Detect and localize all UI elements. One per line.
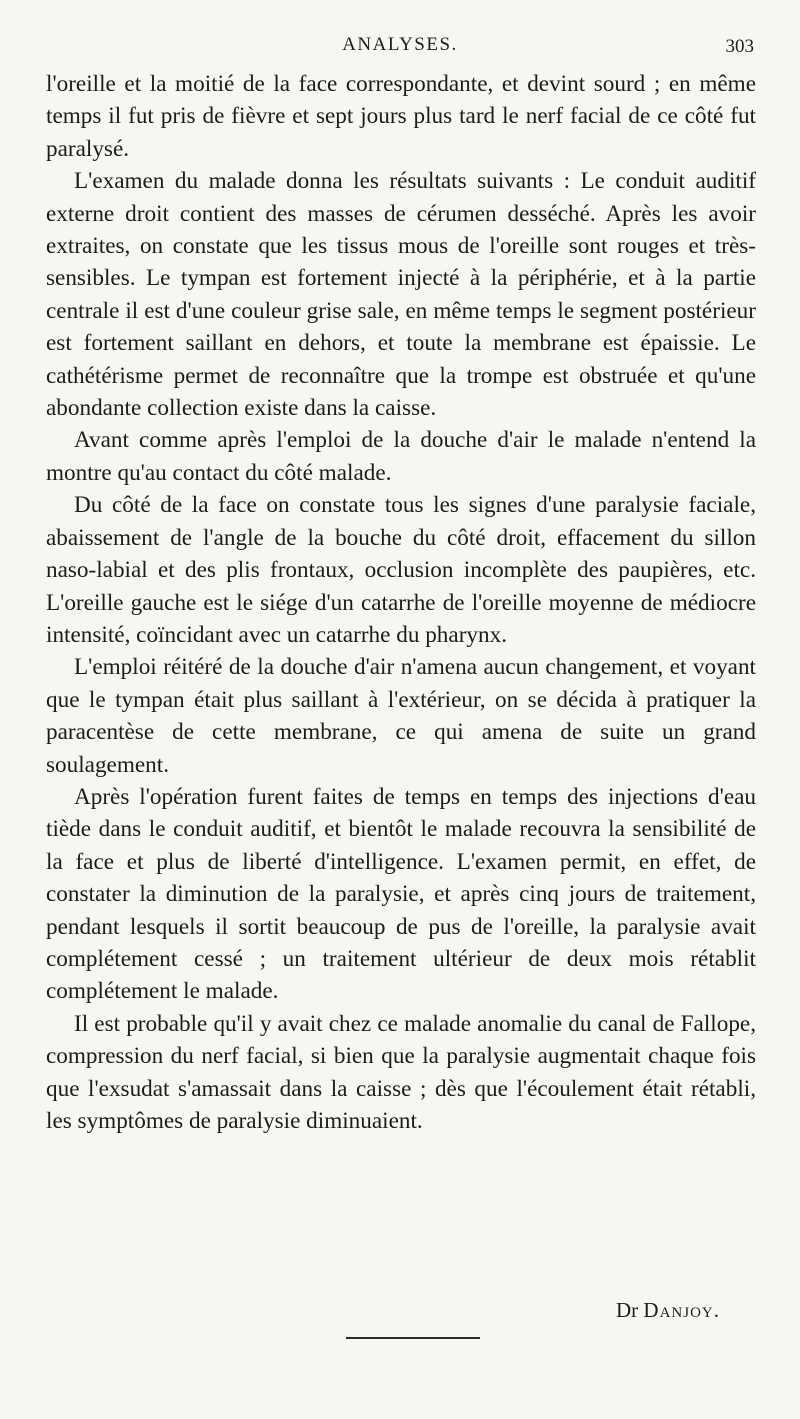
article-body [46,68,756,1137]
paragraph-paracentesis: L'emploi réitéré de la douche d'air n'amena aucun changement, et voyant que le tympan était plus saillant à l'extérieur, on se décida à pratiquer la paracentèse de cette membrane, ce qui amena de suite un grand soulagement. [46,654,756,778]
paragraph-facial-signs: Du côté de la face on constate tous les signes d'une paralysie faciale, abaissement de l'angle de la bouche du côté droit, effacement du sillon naso-labial et des plis frontaux, occlusion incomplète des paupières, etc. L'oreille gauche est le siége d'un catarrhe de l'oreille moyenne de médiocre intensité, coïncidant avec un catarrhe du pharynx. [46,492,756,648]
signature-name: Danjoy. [643,1298,720,1322]
paragraph-conclusion: Il est probable qu'il y avait chez ce malade anomalie du canal de Fallope, compression du nerf facial, si bien que la paralysie augmentait chaque fois que l'exsudat s'amassait dans la caisse ; dès que l'écoulement était rétabli, les symptômes de paralysie diminuaient. [46,1010,756,1134]
paragraph-examination: L'examen du malade donna les résultats suivants : Le conduit auditif externe droit contient des masses de cérumen desséché. Après les avoir extraites, on constate que les tissus mous de l'oreille sont rouges et très-sensibles. Le tympan est fortement injecté à la périphérie, et à la partie centrale il est d'une couleur grise sale, en même temps le segment postérieur est fortement saillant en dehors, et toute la membrane est épaissie. Le cathétérisme permet de reconnaître que la trompe est obstruée et qu'une abondante collection existe dans la caisse. [46,168,756,422]
running-head [46,34,754,64]
page-number: 303 [725,36,754,57]
running-title: ANALYSES. [342,34,458,55]
paragraph-hearing-test: Avant comme après l'emploi de la douche d'air le malade n'entend la montre qu'au contact du côté malade. [46,427,756,486]
paragraph-recovery: Après l'opération furent faites de temps en temps des injections d'eau tiède dans le conduit auditif, et bientôt le malade recouvra la sensibilité de la face et plus de liberté d'intelligence. L'examen permit, en effet, de constater la diminution de la paralysie, et après cinq jours de traitement, pendant lesquels il sortit beaucoup de pus de l'oreille, la paralysie avait complétement cessé ; un traitement ultérieur de deux mois rétablit complétement le malade. [46,783,756,1005]
paragraph-continuation: l'oreille et la moitié de la face correspondante, et devint sourd ; en même temps il fut pris de fièvre et sept jours plus tard le nerf facial de ce côté fut paralysé. [46,71,756,162]
author-signature [616,1298,720,1323]
section-divider [346,1337,480,1339]
signature-title: Dr [615,1298,639,1322]
